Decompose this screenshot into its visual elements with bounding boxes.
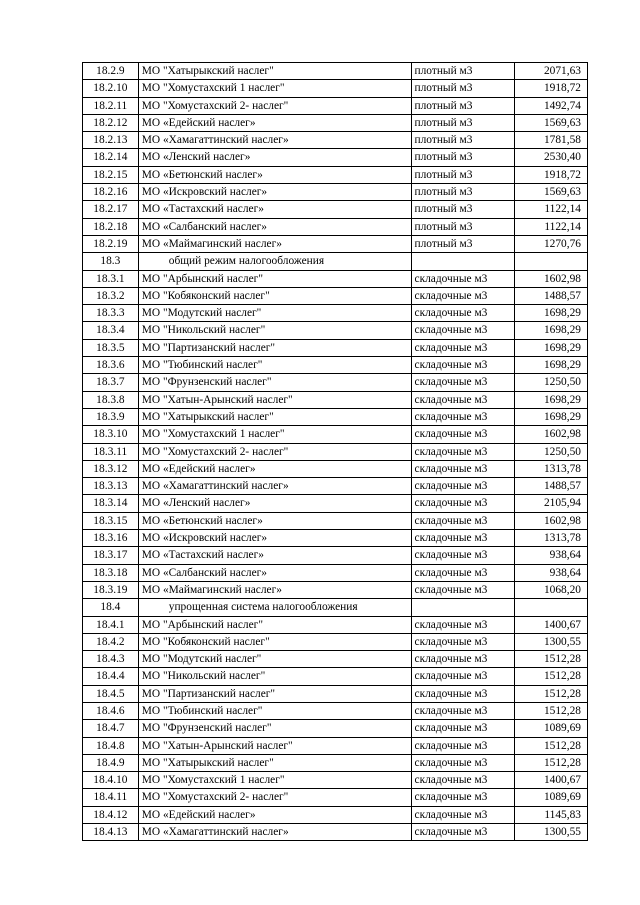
table-row: [83, 495, 588, 512]
table-row: [83, 357, 588, 374]
unit-cell: складочные м3: [411, 408, 514, 425]
row-number-cell: 18.3.16: [83, 530, 139, 547]
table-row: [83, 132, 588, 149]
row-number-cell: 18.3.6: [83, 357, 139, 374]
table-row: [83, 408, 588, 425]
table-row: [83, 287, 588, 304]
table-row: [83, 824, 588, 841]
value-cell: 1313,78: [514, 530, 587, 547]
value-cell: 1122,14: [514, 201, 587, 218]
row-number-cell: 18.3.17: [83, 547, 139, 564]
unit-cell: складочные м3: [411, 460, 514, 477]
unit-cell: складочные м3: [411, 737, 514, 754]
unit-cell: складочные м3: [411, 495, 514, 512]
value-cell: 1122,14: [514, 218, 587, 235]
unit-cell: плотный м3: [411, 149, 514, 166]
value-cell: 1089,69: [514, 789, 587, 806]
municipality-cell: МО "Тюбинский наслег": [138, 702, 411, 719]
municipality-cell: МО "Фрунзенский наслег": [138, 374, 411, 391]
row-number-cell: 18.2.18: [83, 218, 139, 235]
municipality-cell: МО «Искровский наслег»: [138, 530, 411, 547]
table-row: [83, 806, 588, 823]
table-row: [83, 97, 588, 114]
unit-cell: плотный м3: [411, 132, 514, 149]
section-row: [83, 599, 588, 616]
row-number-cell: 18.3.2: [83, 287, 139, 304]
value-cell: 2105,94: [514, 495, 587, 512]
table-row: [83, 789, 588, 806]
unit-cell: складочные м3: [411, 322, 514, 339]
row-number-cell: 18.2.13: [83, 132, 139, 149]
unit-cell: складочные м3: [411, 581, 514, 598]
municipality-cell: МО "Модутский наслег": [138, 305, 411, 322]
unit-cell: плотный м3: [411, 201, 514, 218]
unit-cell: складочные м3: [411, 530, 514, 547]
municipality-cell: МО «Салбанский наслег»: [138, 564, 411, 581]
value-cell: 1698,29: [514, 408, 587, 425]
municipality-cell: МО "Партизанский наслег": [138, 339, 411, 356]
value-cell: 1569,63: [514, 114, 587, 131]
value-cell: 1300,55: [514, 824, 587, 841]
unit-cell: складочные м3: [411, 478, 514, 495]
unit-cell: [411, 253, 514, 270]
unit-cell: складочные м3: [411, 772, 514, 789]
municipality-cell: МО "Хатырыкский наслег": [138, 408, 411, 425]
unit-cell: плотный м3: [411, 235, 514, 252]
row-number-cell: 18.4.2: [83, 633, 139, 650]
value-cell: 1313,78: [514, 460, 587, 477]
municipality-cell: МО "Модутский наслег": [138, 651, 411, 668]
municipality-cell: МО «Бетюнский наслег»: [138, 166, 411, 183]
municipality-cell: МО "Никольский наслег": [138, 668, 411, 685]
unit-cell: складочные м3: [411, 512, 514, 529]
table-row: [83, 685, 588, 702]
value-cell: 1145,83: [514, 806, 587, 823]
table-row: [83, 754, 588, 771]
value-cell: [514, 599, 587, 616]
unit-cell: складочные м3: [411, 564, 514, 581]
table-row: [83, 478, 588, 495]
municipality-cell: МО «Хамагаттинский наслег»: [138, 132, 411, 149]
row-number-cell: 18.2.10: [83, 80, 139, 97]
value-cell: 1400,67: [514, 772, 587, 789]
row-number-cell: 18.2.11: [83, 97, 139, 114]
row-number-cell: 18.4.8: [83, 737, 139, 754]
row-number-cell: 18.3.11: [83, 443, 139, 460]
unit-cell: складочные м3: [411, 824, 514, 841]
unit-cell: складочные м3: [411, 720, 514, 737]
table-row: [83, 63, 588, 80]
value-cell: 1512,28: [514, 685, 587, 702]
row-number-cell: 18.2.9: [83, 63, 139, 80]
unit-cell: складочные м3: [411, 702, 514, 719]
row-number-cell: 18.4.13: [83, 824, 139, 841]
municipality-cell: МО «Ленский наслег»: [138, 149, 411, 166]
unit-cell: [411, 599, 514, 616]
value-cell: 2530,40: [514, 149, 587, 166]
row-number-cell: 18.3.3: [83, 305, 139, 322]
table-row: [83, 374, 588, 391]
unit-cell: плотный м3: [411, 166, 514, 183]
value-cell: 1400,67: [514, 616, 587, 633]
unit-cell: складочные м3: [411, 339, 514, 356]
municipality-cell: МО «Едейский наслег»: [138, 460, 411, 477]
table-row: [83, 651, 588, 668]
unit-cell: складочные м3: [411, 685, 514, 702]
row-number-cell: 18.4.4: [83, 668, 139, 685]
row-number-cell: 18.4.10: [83, 772, 139, 789]
municipality-cell: МО «Бетюнский наслег»: [138, 512, 411, 529]
table-row: [83, 391, 588, 408]
value-cell: 1250,50: [514, 374, 587, 391]
table-row: [83, 235, 588, 252]
unit-cell: складочные м3: [411, 789, 514, 806]
row-number-cell: 18.3.19: [83, 581, 139, 598]
value-cell: 1698,29: [514, 339, 587, 356]
value-cell: 1918,72: [514, 166, 587, 183]
value-cell: 1488,57: [514, 478, 587, 495]
unit-cell: плотный м3: [411, 114, 514, 131]
value-cell: 1270,76: [514, 235, 587, 252]
unit-cell: складочные м3: [411, 391, 514, 408]
table-row: [83, 668, 588, 685]
row-number-cell: 18.4: [83, 599, 139, 616]
table-row: [83, 633, 588, 650]
row-number-cell: 18.2.19: [83, 235, 139, 252]
municipality-cell: МО "Кобяконский наслег": [138, 633, 411, 650]
row-number-cell: 18.3.9: [83, 408, 139, 425]
unit-cell: складочные м3: [411, 443, 514, 460]
municipality-cell: МО "Хомустахский 2- наслег": [138, 789, 411, 806]
municipality-cell: МО «Ленский наслег»: [138, 495, 411, 512]
row-number-cell: 18.3.18: [83, 564, 139, 581]
municipality-cell: МО «Едейский наслег»: [138, 806, 411, 823]
value-cell: 1089,69: [514, 720, 587, 737]
value-cell: 1488,57: [514, 287, 587, 304]
value-cell: 1698,29: [514, 391, 587, 408]
municipality-cell: МО «Маймагинский наслег»: [138, 581, 411, 598]
table-row: [83, 737, 588, 754]
row-number-cell: 18.3.4: [83, 322, 139, 339]
unit-cell: плотный м3: [411, 218, 514, 235]
tariff-table: [82, 62, 588, 841]
table-row: [83, 460, 588, 477]
municipality-cell: МО "Хомустахский 1 наслег": [138, 80, 411, 97]
municipality-cell: МО "Никольский наслег": [138, 322, 411, 339]
unit-cell: складочные м3: [411, 270, 514, 287]
unit-cell: плотный м3: [411, 97, 514, 114]
unit-cell: складочные м3: [411, 357, 514, 374]
table-row: [83, 581, 588, 598]
table-row: [83, 114, 588, 131]
value-cell: 2071,63: [514, 63, 587, 80]
value-cell: 1569,63: [514, 184, 587, 201]
row-number-cell: 18.3.8: [83, 391, 139, 408]
municipality-cell: МО «Маймагинский наслег»: [138, 235, 411, 252]
municipality-cell: МО "Хатын-Арынский наслег": [138, 391, 411, 408]
unit-cell: складочные м3: [411, 651, 514, 668]
row-number-cell: 18.4.9: [83, 754, 139, 771]
table-row: [83, 772, 588, 789]
municipality-cell: МО "Фрунзенский наслег": [138, 720, 411, 737]
table-row: [83, 218, 588, 235]
value-cell: 1698,29: [514, 322, 587, 339]
value-cell: 1492,74: [514, 97, 587, 114]
value-cell: 1602,98: [514, 426, 587, 443]
table-row: [83, 339, 588, 356]
table-row: [83, 512, 588, 529]
table-row: [83, 443, 588, 460]
unit-cell: складочные м3: [411, 754, 514, 771]
municipality-cell: МО "Хатырыкский наслег": [138, 754, 411, 771]
table-row: [83, 322, 588, 339]
municipality-cell: МО "Хомустахский 1 наслег": [138, 426, 411, 443]
value-cell: 1512,28: [514, 651, 587, 668]
unit-cell: складочные м3: [411, 633, 514, 650]
value-cell: 1512,28: [514, 668, 587, 685]
row-number-cell: 18.4.7: [83, 720, 139, 737]
municipality-cell: МО "Хомустахский 1 наслег": [138, 772, 411, 789]
row-number-cell: 18.4.3: [83, 651, 139, 668]
row-number-cell: 18.2.12: [83, 114, 139, 131]
value-cell: 938,64: [514, 564, 587, 581]
row-number-cell: 18.3.5: [83, 339, 139, 356]
municipality-cell: МО «Искровский наслег»: [138, 184, 411, 201]
table-row: [83, 530, 588, 547]
municipality-cell: МО "Арбынский наслег": [138, 616, 411, 633]
row-number-cell: 18.3.15: [83, 512, 139, 529]
row-number-cell: 18.3: [83, 253, 139, 270]
unit-cell: складочные м3: [411, 616, 514, 633]
row-number-cell: 18.3.13: [83, 478, 139, 495]
value-cell: 1781,58: [514, 132, 587, 149]
row-number-cell: 18.4.6: [83, 702, 139, 719]
row-number-cell: 18.4.5: [83, 685, 139, 702]
unit-cell: плотный м3: [411, 80, 514, 97]
value-cell: 1602,98: [514, 512, 587, 529]
table-row: [83, 270, 588, 287]
municipality-cell: МО "Хомустахский 2- наслег": [138, 443, 411, 460]
row-number-cell: 18.2.17: [83, 201, 139, 218]
table-row: [83, 201, 588, 218]
municipality-cell: МО "Партизанский наслег": [138, 685, 411, 702]
value-cell: 1918,72: [514, 80, 587, 97]
row-number-cell: 18.2.15: [83, 166, 139, 183]
table-row: [83, 184, 588, 201]
table-row: [83, 547, 588, 564]
municipality-cell: МО "Кобяконский наслег": [138, 287, 411, 304]
municipality-cell: МО "Хатын-Арынский наслег": [138, 737, 411, 754]
section-title-cell: упрощенная система налогообложения: [138, 599, 411, 616]
row-number-cell: 18.3.14: [83, 495, 139, 512]
value-cell: 1512,28: [514, 754, 587, 771]
section-row: [83, 253, 588, 270]
value-cell: 1698,29: [514, 305, 587, 322]
row-number-cell: 18.3.7: [83, 374, 139, 391]
value-cell: 1068,20: [514, 581, 587, 598]
table-row: [83, 80, 588, 97]
table-row: [83, 702, 588, 719]
municipality-cell: МО "Хатырыкский наслег": [138, 63, 411, 80]
municipality-cell: МО «Хамагаттинский наслег»: [138, 824, 411, 841]
value-cell: 1698,29: [514, 357, 587, 374]
value-cell: 1512,28: [514, 737, 587, 754]
table-row: [83, 720, 588, 737]
row-number-cell: 18.4.12: [83, 806, 139, 823]
value-cell: 1512,28: [514, 702, 587, 719]
value-cell: 1300,55: [514, 633, 587, 650]
unit-cell: складочные м3: [411, 287, 514, 304]
section-title-cell: общий режим налогообложения: [138, 253, 411, 270]
row-number-cell: 18.4.11: [83, 789, 139, 806]
value-cell: 1250,50: [514, 443, 587, 460]
row-number-cell: 18.4.1: [83, 616, 139, 633]
municipality-cell: МО «Хамагаттинский наслег»: [138, 478, 411, 495]
value-cell: 1602,98: [514, 270, 587, 287]
row-number-cell: 18.3.12: [83, 460, 139, 477]
value-cell: [514, 253, 587, 270]
table-row: [83, 149, 588, 166]
unit-cell: плотный м3: [411, 63, 514, 80]
table-row: [83, 616, 588, 633]
row-number-cell: 18.2.16: [83, 184, 139, 201]
municipality-cell: МО "Хомустахский 2- наслег": [138, 97, 411, 114]
unit-cell: складочные м3: [411, 426, 514, 443]
value-cell: 938,64: [514, 547, 587, 564]
table-row: [83, 564, 588, 581]
municipality-cell: МО «Тастахский наслег»: [138, 201, 411, 218]
unit-cell: складочные м3: [411, 547, 514, 564]
unit-cell: складочные м3: [411, 668, 514, 685]
municipality-cell: МО "Тюбинский наслег": [138, 357, 411, 374]
municipality-cell: МО «Едейский наслег»: [138, 114, 411, 131]
unit-cell: складочные м3: [411, 305, 514, 322]
table-body: [83, 63, 588, 841]
row-number-cell: 18.3.10: [83, 426, 139, 443]
row-number-cell: 18.2.14: [83, 149, 139, 166]
municipality-cell: МО "Арбынский наслег": [138, 270, 411, 287]
unit-cell: складочные м3: [411, 806, 514, 823]
table-row: [83, 426, 588, 443]
unit-cell: плотный м3: [411, 184, 514, 201]
municipality-cell: МО «Тастахский наслег»: [138, 547, 411, 564]
unit-cell: складочные м3: [411, 374, 514, 391]
table-row: [83, 166, 588, 183]
municipality-cell: МО «Салбанский наслег»: [138, 218, 411, 235]
row-number-cell: 18.3.1: [83, 270, 139, 287]
table-row: [83, 305, 588, 322]
